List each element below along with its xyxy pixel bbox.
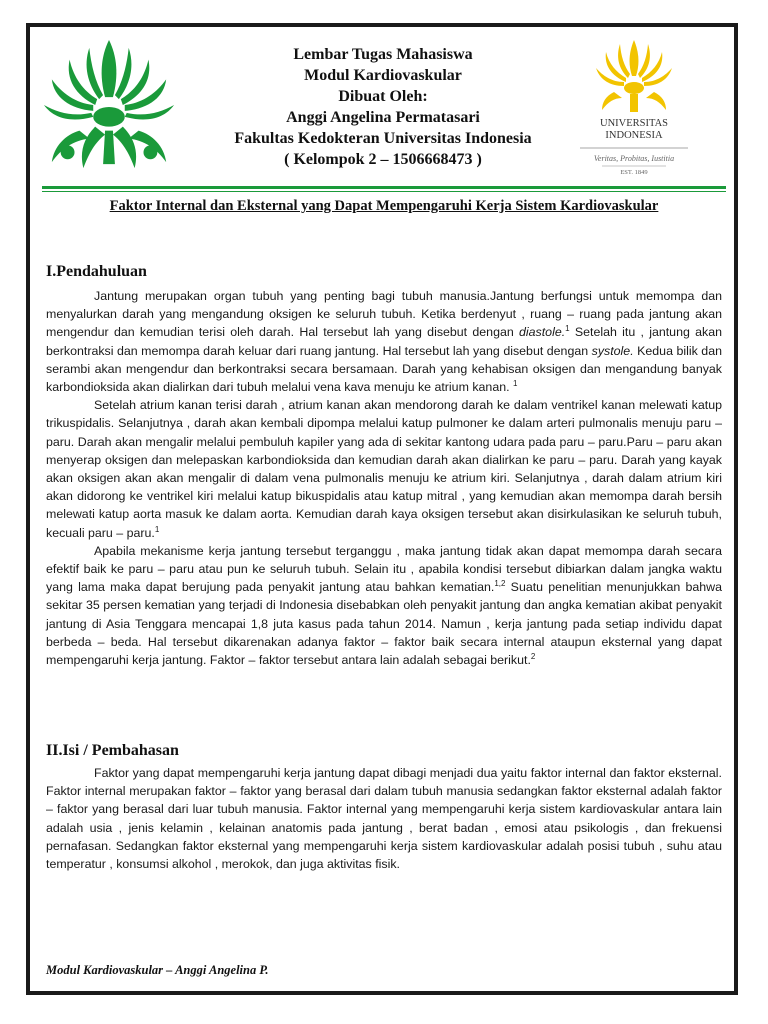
document-title: Faktor Internal dan Eksternal yang Dapat Mempengaruhi Kerja Sistem Kardiovaskular <box>109 198 659 214</box>
logo-name-line-1: UNIVERSITAS <box>600 118 668 129</box>
citation: 1 <box>512 378 518 388</box>
section-1-heading: I.Pendahuluan <box>46 263 147 280</box>
logo-established: EST. 1849 <box>620 169 648 176</box>
header-block <box>180 44 586 170</box>
paragraph: Setelah atrium kanan terisi darah , atrium kanan akan mendorong darah ke dalam ventrikel kanan melewati katup trikuspidalis. Selanjutnya , darah akan kembali dipompa melalui katup pulmoner ke dalam arteri pulmonalis menuju paru – paru. Darah akan mengalir melalui pembuluh kapiler yang ada di sekitar kantong udara pada paru – paru.Paru – paru akan menyerap oksigen dan melepaskan karbondioksida dan kemudian darah akan dialirkan ke paru – paru. Darah yang kayak akan oksigen akan akan mengalir di dalam vena pulmonalis menuju ke atrium kiri. Selanjutnya , darah dalam atrium kiri akan didorong ke ventrikel kiri melalui katup bikuspidalis atau katup mitral , yang kemudian akan memompa darah bersih melewati katup aorta masuk ke dalam aorta. Kemudian darah kaya oksigen tersebut akan disirkulasikan ke seluruh tubuh, kecuali paru – paru.$^1$ <box>46 398 722 540</box>
header-divider-thin <box>42 191 726 192</box>
term-systole: systole. <box>591 343 634 358</box>
citation: 2 <box>530 651 536 661</box>
logo-name-line-2: INDONESIA <box>605 130 663 141</box>
header-line-5: Fakultas Kedokteran Universitas Indonesia <box>234 130 532 147</box>
page-footer: Modul Kardiovaskular – Anggi Angelina P. <box>46 963 269 977</box>
header-line-4: Anggi Angelina Permatasari <box>286 109 480 126</box>
header-divider-thick <box>42 186 726 189</box>
header-line-3: Dibuat Oleh: <box>338 88 428 105</box>
paragraph: Jantung merupakan organ tubuh yang penting bagi tubuh manusia.Jantung berfungsi untuk memompa dan menyalurkan darah yang mengandung oksigen ke seluruh tubuh. Ketika berdenyut , ruang – ruang pada jantung akan mengendur dan kemudian terisi oleh darah. Hal tersebut lah yang disebut dengan diastole.$^1$ Setelah itu , jantung akan berkontraksi dan memompa darah keluar dari ruang jantung. Hal tersebut lah yang disebut dengan systole. Kedua bilik dan serambi akan mengendur dan berkontraksi secara bersamaan. Darah yang kehabisan oksigen dan mengandung banyak karbondioksida akan dialirkan dari tubuh melalui vena kava menuju ke atrium kanan. $^1$ <box>46 289 722 395</box>
citation: 1,2 <box>494 579 506 589</box>
paragraph: Faktor yang dapat mempengaruhi kerja jantung dapat dibagi menjadi dua yaitu faktor internal dan faktor eksternal. Faktor internal merupakan faktor – faktor yang berasal dari dalam tubuh manusia sedangkan faktor eksternal adalah faktor – faktor yang berasal dari luar tubuh manusia. Faktor internal yang mempengaruhi kerja sistem kardiovaskular antara lain adalah usia , jenis kelamin , kelainan anatomis pada jantung , berat badan , emosi atau psikologis , dan frekuensi pernafasan. Sedangkan faktor eksternal yang mempengaruhi kerja sistem kardiovaskular adalah posisi tubuh , suhu atau temperatur , konsumsi alkohol , merokok, dan juga aktivitas fisik. <box>46 766 722 872</box>
citation: 1 <box>154 524 160 534</box>
section-1-body <box>46 287 722 669</box>
citation: 1 <box>565 324 570 334</box>
header-line-2: Modul Kardiovaskular <box>304 67 462 84</box>
term-diastole: diastole. <box>519 325 566 340</box>
logo-motto: Veritas, Probitas, Iustitia <box>593 154 675 163</box>
header-line-1: Lembar Tugas Mahasiswa <box>293 46 473 63</box>
paragraph: Apabila mekanisme kerja jantung tersebut terganggu , maka jantung tidak akan dapat memompa darah secara efektif baik ke paru – paru atau pun ke seluruh tubuh. Selain itu , apabila kondisi tersebut dibiarkan dalam jangka waktu yang lama maka dapat berujung pada penyakit jantung atau bahkan kematian.$^{1,2}$ Suatu penelitian menunjukkan bahwa sekitar 35 persen kematian yang terjadi di Indonesia disebabkan oleh penyakit jantung dan angka kematian akibat penyakit jantung di Asia Tenggara mencapai 1,8 juta kasus pada tahun 2014. Namun , kerja jantung pada setiap individu dapat berbeda – beda. Hal tersebut dikarenakan adanya faktor – faktor baik secara internal ataupun eksternal yang dapat mempengaruhi kerja jantung. Faktor – faktor tersebut antara lain adalah sebagai berikut.$^2$ <box>46 543 722 668</box>
header-line-6: ( Kelompok 2 – 1506668473 ) <box>284 151 482 168</box>
universitas-indonesia-logo <box>574 38 694 178</box>
makara-crest-icon <box>596 40 672 112</box>
section-2-heading: II.Isi / Pembahasan <box>46 742 179 759</box>
university-emblem-green-icon <box>40 36 178 174</box>
section-2-body <box>46 764 722 873</box>
